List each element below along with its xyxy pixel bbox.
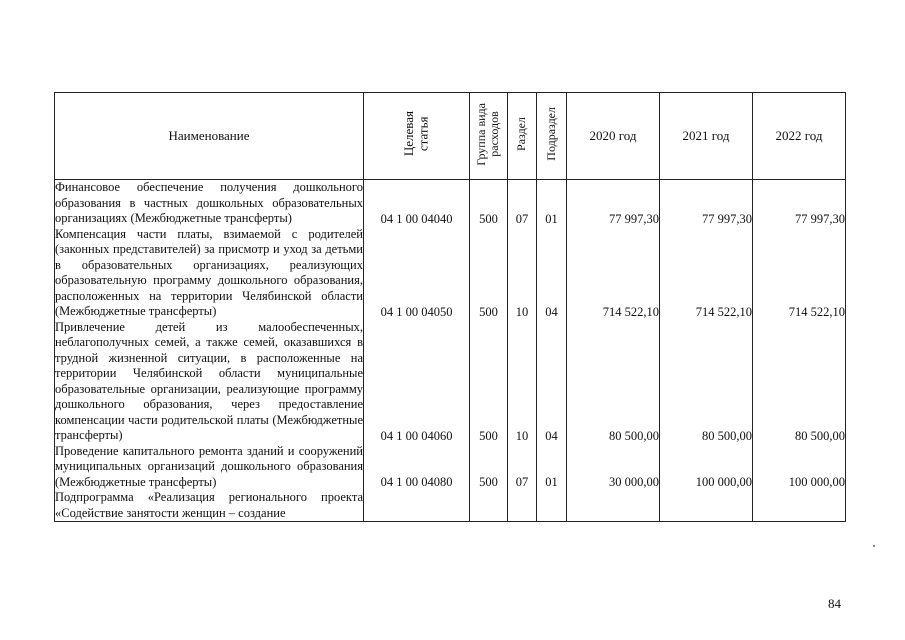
- header-2022: 2022 год: [753, 93, 846, 180]
- row-section: [508, 490, 537, 522]
- header-2021: 2021 год: [660, 93, 753, 180]
- budget-table: [54, 92, 846, 522]
- table-row: [55, 180, 846, 227]
- row-2021: [660, 490, 753, 522]
- row-name: Финансовое обеспечение получения дошкольного образования в частных дошкольных образовательных организациях (Межбюджетные трансферты): [55, 180, 363, 225]
- header-name: Наименование: [55, 93, 364, 180]
- row-name: Проведение капитального ремонта зданий и сооружений муниципальных организаций дошкольного образования (Межбюджетные трансферты): [55, 443, 363, 489]
- row-2021: 80 500,00: [660, 320, 753, 444]
- row-target: 04 1 00 04060: [364, 320, 470, 444]
- row-2021: 100 000,00: [660, 444, 753, 491]
- row-group: 500: [470, 227, 508, 320]
- row-2020: [567, 490, 660, 522]
- row-target: 04 1 00 04040: [364, 180, 470, 227]
- row-2020: 30 000,00: [567, 444, 660, 491]
- row-group: [470, 490, 508, 522]
- row-name: Подпрограмма «Реализация регионального проекта «Содействие занятости женщин – создание: [55, 490, 363, 520]
- row-group: 500: [470, 180, 508, 227]
- row-2022: [753, 490, 846, 522]
- row-section: 10: [508, 227, 537, 320]
- row-2022: 714 522,10: [753, 227, 846, 320]
- row-section: 07: [508, 180, 537, 227]
- row-name: Компенсация части платы, взимаемой с родителей (законных представителей) за присмотр и уход за детьми в образовательных организациях, реализующих образовательную программу дошкольного образования, расположенных на территории Челябинской области (Межбюджетные трансферты): [55, 226, 363, 318]
- header-section-label: Раздел: [514, 117, 529, 151]
- row-subsection: 01: [537, 444, 567, 491]
- row-2022: 77 997,30: [753, 180, 846, 227]
- row-2021: 77 997,30: [660, 180, 753, 227]
- table-row: [55, 444, 846, 491]
- row-2021: 714 522,10: [660, 227, 753, 320]
- table-row: [55, 320, 846, 444]
- row-2020: 80 500,00: [567, 320, 660, 444]
- header-target-label: Целевая статья: [401, 111, 431, 157]
- table-row: [55, 490, 846, 522]
- row-subsection: 01: [537, 180, 567, 227]
- row-2022: 100 000,00: [753, 444, 846, 491]
- row-target: 04 1 00 04050: [364, 227, 470, 320]
- row-group: 500: [470, 320, 508, 444]
- page-number: 84: [828, 596, 841, 611]
- header-group-label: Группа вида расходов: [474, 102, 502, 166]
- row-2022: 80 500,00: [753, 320, 846, 444]
- header-subsection: [537, 93, 567, 180]
- header-section: [508, 93, 537, 180]
- table-row: [55, 227, 846, 320]
- header-subsection-label: Подраздел: [543, 107, 558, 161]
- row-subsection: 04: [537, 320, 567, 444]
- row-target: [364, 490, 470, 522]
- scan-speck: [873, 545, 875, 547]
- header-target: [364, 93, 470, 180]
- row-name: Привлечение детей из малообеспеченных, неблагополучных семей, а также семей, оказавшихся в трудной жизненной ситуации, в расположенные на территории Челябинской области муниципальные образовательные организации, реализующие программу дошкольного образования, через предоставление компенсации части родительской платы (Межбюджетные трансферты): [55, 319, 363, 442]
- row-target: 04 1 00 04080: [364, 444, 470, 491]
- row-section: 07: [508, 444, 537, 491]
- table-header-row: [55, 93, 846, 180]
- row-2020: 77 997,30: [567, 180, 660, 227]
- header-group: [470, 93, 508, 180]
- row-section: 10: [508, 320, 537, 444]
- row-subsection: [537, 490, 567, 522]
- row-subsection: 04: [537, 227, 567, 320]
- row-group: 500: [470, 444, 508, 491]
- row-2020: 714 522,10: [567, 227, 660, 320]
- header-2020: 2020 год: [567, 93, 660, 180]
